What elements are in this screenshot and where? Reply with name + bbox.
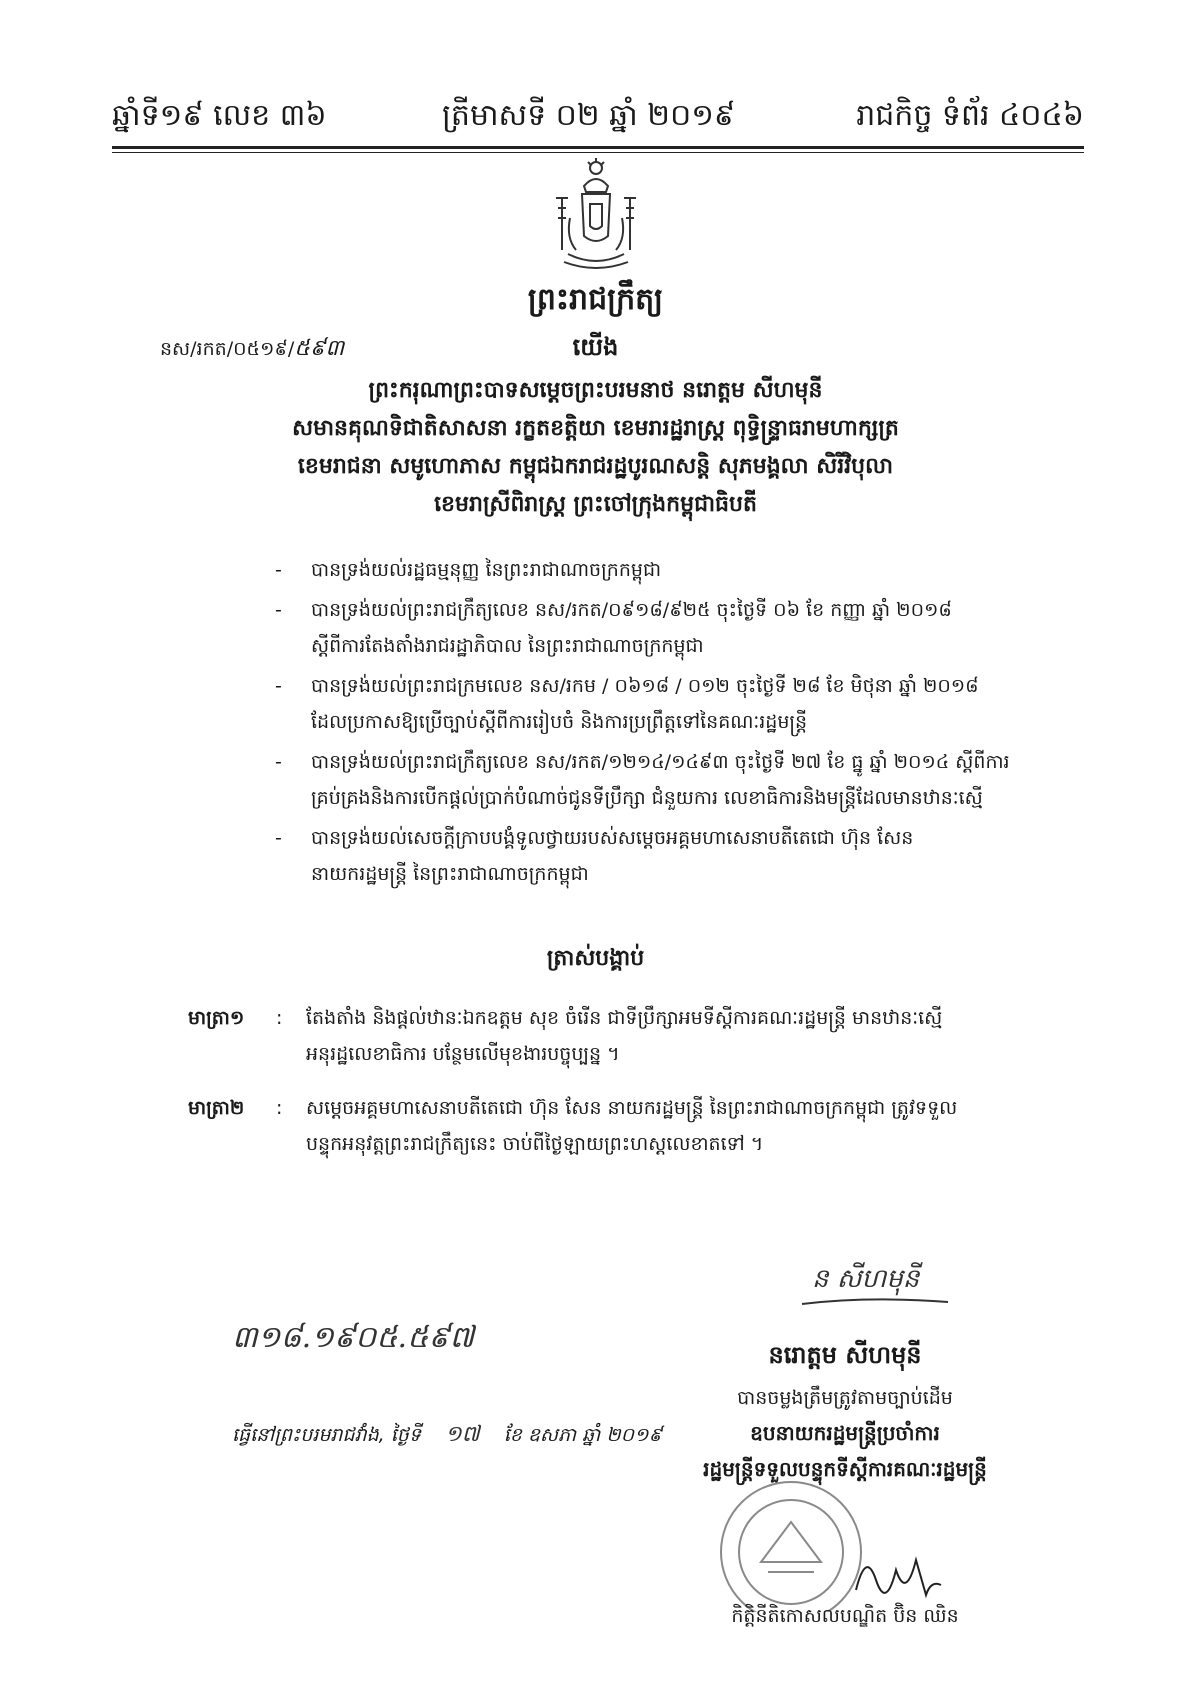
header-year-issue: ឆ្នាំទី១៩ លេខ ៣៦	[112, 98, 327, 133]
signatory-name: នរោត្តម សីហមុនី	[768, 1341, 922, 1369]
article-label: មាត្រា១	[188, 1007, 245, 1029]
dateline-rest: ខែ ឧសភា ឆ្នាំ ២០១៩	[503, 1424, 662, 1446]
article-line: បន្ទុកអនុវត្តព្រះរាជក្រឹត្យនេះ ចាប់ពីថ្ងៃឡាយព្រះហស្តលេខាតទៅ ។	[306, 1133, 764, 1155]
reference-handwritten: ៥៩៣	[294, 336, 345, 361]
registration-number: ៣១៨.១៩០៥.៥៩៧	[232, 1320, 475, 1355]
dateline-text: ធ្វើនៅព្រះបរមរាជវាំង, ថ្ងៃទី	[232, 1424, 421, 1446]
header-page-number: រាជកិច្ច ទំព័រ ៤០៤៦	[856, 98, 1084, 133]
citation-item: - បានទ្រង់យល់ព្រះរាជក្រឹត្យលេខ នស/រកត/១២១៤/១៤៩៣ ចុះថ្ងៃទី ២៧ ខែ ធ្នូ ឆ្នាំ ២០១៤ ស្តីពីការ គ្រប់គ្រងនិងការបើកផ្តល់ប្រាក់បំណាច់ជូនទីប្រឹក្សា ជំនួយការ លេខាធិការនិងមន្ត្រីដែលមានឋានៈស្មើ	[275, 744, 1035, 816]
king-title-line: សមានគុណទិជាតិសាសនា រក្ខតខត្តិយា ខេមរារដ្ឋរាស្ត្រ ពុទ្ធិន្ទ្រាធរាមហាក្សត្រ	[292, 416, 899, 441]
document-title: ព្រះរាជក្រឹត្យ	[527, 282, 664, 317]
signatory-title: ឧបនាយករដ្ឋមន្ត្រីប្រចាំការ	[750, 1421, 940, 1445]
citation-item: - បានទ្រង់យល់រដ្ឋធម្មនុញ្ញ នៃព្រះរាជាណាចក្រកម្ពុជា	[275, 552, 1035, 588]
header-rule	[112, 146, 1084, 149]
citation-item: - បានទ្រង់យល់ព្រះរាជក្រឹត្យលេខ នស/រកត/០៩១៨/៩២៥ ចុះថ្ងៃទី ០៦ ខែ កញ្ញា ឆ្នាំ ២០១៨ ស្តីពីការតែងតាំងរាជរដ្ឋាភិបាល នៃព្រះរាជាណាចក្រកម្ពុជា	[275, 592, 1035, 664]
header-rule-thin	[112, 152, 1084, 153]
citation-line: បានទ្រង់យល់សេចក្តីក្រាបបង្គំទូលថ្វាយរបស់សម្តេចអគ្គមហាសេនាបតីតេជោ ហ៊ុន សែន	[311, 827, 914, 849]
signatory-full-name: កិត្តិនីតិកោសលបណ្ឌិត ប៊ិន ឈិន	[731, 1605, 959, 1627]
header-quarter: ត្រីមាសទី ០២ ឆ្នាំ ២០១៩	[442, 98, 736, 133]
citation-item: - បានទ្រង់យល់ព្រះរាជក្រមលេខ នស/រកម / ០៦១៨ / ០១២ ចុះថ្ងៃទី ២៨ ខែ មិថុនា ឆ្នាំ ២០១៨ ដែលប្រកាសឱ្យប្រើច្បាប់ស្តីពីការរៀបចំ និងការប្រព្រឹត្តទៅនៃគណៈរដ្ឋមន្ត្រី	[275, 668, 1035, 740]
royal-arms-icon	[548, 158, 644, 274]
citation-line: បានទ្រង់យល់ព្រះរាជក្រមលេខ នស/រកម / ០៦១៨ / ០១២ ចុះថ្ងៃទី ២៨ ខែ មិថុនា ឆ្នាំ ២០១៨	[311, 675, 979, 697]
article-2: មាត្រា២ : សម្តេចអគ្គមហាសេនាបតីតេជោ ហ៊ុន សែន នាយករដ្ឋមន្ត្រី នៃព្រះរាជាណាចក្រកម្ពុជា ត្រូវទទួល បន្ទុកអនុវត្តព្រះរាជក្រឹត្យនេះ ចាប់ពីថ្ងៃឡាយព្រះហស្តលេខាតទៅ ។	[188, 1090, 1048, 1162]
handwritten-signature-icon	[846, 1540, 946, 1610]
article-line: អនុរដ្ឋលេខាធិការ បន្ថែមលើមុខងារបច្ចុប្បន្ន ។	[306, 1043, 620, 1065]
citation-line: បានទ្រង់យល់ព្រះរាជក្រឹត្យលេខ នស/រកត/១២១៤/១៤៩៣ ចុះថ្ងៃទី ២៧ ខែ ធ្នូ ឆ្នាំ ២០១៤ ស្តីពីការ	[311, 751, 1010, 773]
decree-heading: ត្រាស់បង្គាប់	[546, 946, 645, 971]
dateline-day: ១៧	[444, 1422, 480, 1447]
citation-line: ដែលប្រកាសឱ្យប្រើច្បាប់ស្តីពីការរៀបចំ និងការប្រព្រឹត្តទៅនៃគណៈរដ្ឋមន្ត្រី	[311, 711, 808, 733]
royal-signature: ន សីហមុនី	[812, 1264, 920, 1294]
citation-line: ស្តីពីការតែងតាំងរាជរដ្ឋាភិបាល នៃព្រះរាជាណាចក្រកម្ពុជា	[311, 635, 704, 657]
king-title-line: ខេមរាស្រីពិរាស្ត្រ ព្រះចៅក្រុងកម្ពុជាធិបតី	[434, 492, 757, 517]
reference-printed: នស/រកត/០៥១៩/	[160, 338, 295, 360]
citation-item: - បានទ្រង់យល់សេចក្តីក្រាបបង្គំទូលថ្វាយរបស់សម្តេចអគ្គមហាសេនាបតីតេជោ ហ៊ុន សែន នាយករដ្ឋមន្ត្រី នៃព្រះរាជាណាចក្រកម្ពុជា	[275, 820, 1035, 892]
signature-underline-icon	[800, 1294, 950, 1308]
citation-line: គ្រប់គ្រងនិងការបើកផ្តល់ប្រាក់បំណាច់ជូនទីប្រឹក្សា ជំនួយការ លេខាធិការនិងមន្ត្រីដែលមានឋានៈស្មើ	[311, 787, 983, 809]
citation-line: បានទ្រង់យល់រដ្ឋធម្មនុញ្ញ នៃព្រះរាជាណាចក្រកម្ពុជា	[311, 559, 662, 581]
article-line: សម្តេចអគ្គមហាសេនាបតីតេជោ ហ៊ុន សែន នាយករដ្ឋមន្ត្រី នៃព្រះរាជាណាចក្រកម្ពុជា ត្រូវទទួល	[306, 1097, 958, 1119]
citations-list	[275, 552, 1035, 896]
signatory-ministry: រដ្ឋមន្ត្រីទទួលបន្ទុកទីស្តីការគណៈរដ្ឋមន្ត្រី	[703, 1457, 987, 1481]
article-line: តែងតាំង និងផ្តល់ឋានៈឯកឧត្តម សុខ ចំរើន ជាទីប្រឹក្សាអមទីស្តីការគណៈរដ្ឋមន្ត្រី មានឋានៈស្មើ	[306, 1007, 943, 1029]
article-label: មាត្រា២	[188, 1097, 245, 1119]
copy-certification: បានចម្លងត្រឹមត្រូវតាមច្បាប់ដើម	[737, 1387, 953, 1409]
article-1: មាត្រា១ : តែងតាំង និងផ្តល់ឋានៈឯកឧត្តម សុខ ចំរើន ជាទីប្រឹក្សាអមទីស្តីការគណៈរដ្ឋមន្ត្រី មានឋានៈស្មើ អនុរដ្ឋលេខាធិការ បន្ថែមលើមុខងារបច្ចុប្បន្ន ។	[188, 1000, 1048, 1072]
king-title-line: ខេមរាជនា សមូហោភាស កម្ពុជឯករាជរដ្ឋបូរណសន្តិ សុភមង្គលា សិរីវិបុលា	[297, 454, 894, 479]
citation-line: បានទ្រង់យល់ព្រះរាជក្រឹត្យលេខ នស/រកត/០៩១៨/៩២៥ ចុះថ្ងៃទី ០៦ ខែ កញ្ញា ឆ្នាំ ២០១៨	[311, 599, 952, 621]
we-heading: យើង	[572, 333, 619, 361]
dateline	[232, 1420, 662, 1452]
running-header	[112, 84, 1084, 144]
citation-line: នាយករដ្ឋមន្ត្រី នៃព្រះរាជាណាចក្រកម្ពុជា	[311, 863, 589, 885]
king-title-line: ព្រះករុណាព្រះបាទសម្តេចព្រះបរមនាថ នរោត្តម សីហមុនី	[368, 378, 823, 403]
